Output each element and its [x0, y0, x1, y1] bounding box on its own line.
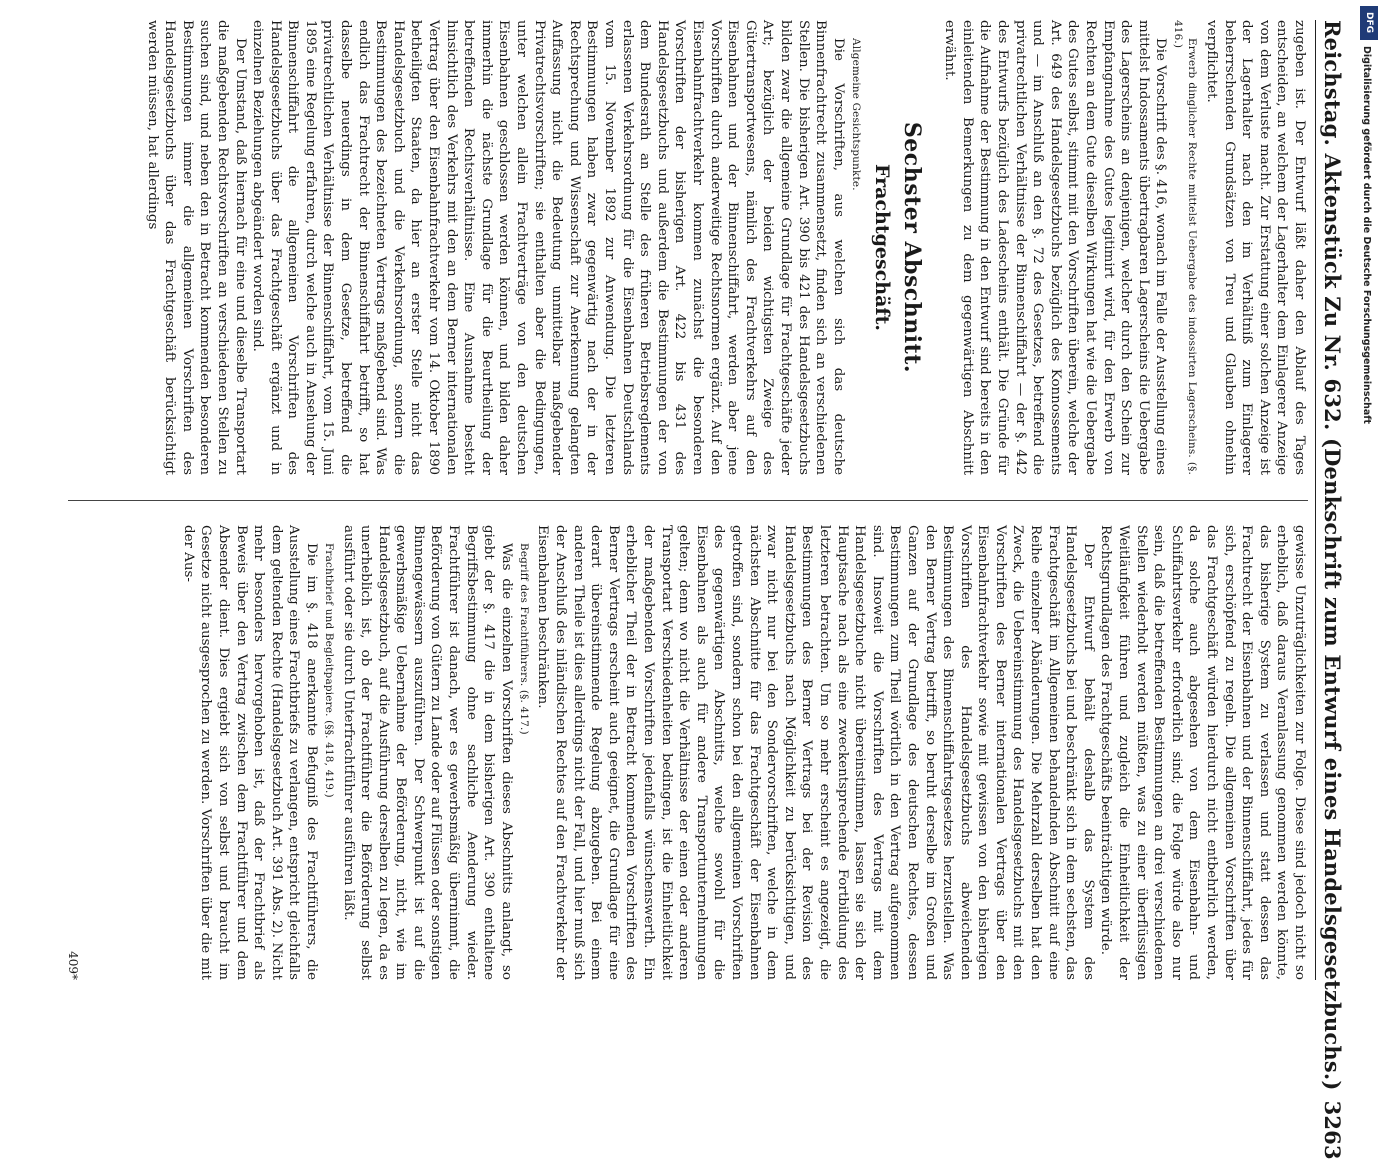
- page-number: 3263: [1320, 1100, 1345, 1160]
- section-subtitle: Frachtgeschäft.: [870, 164, 893, 331]
- left-paragraph-4: Der Umstand, daß hiernach für eine und dieselbe Transportart die maßgebenden Rechtsvorschriften an verschiedenen Stellen zu suchen sind, und neben den in Betracht kommenden besonderen Bestimmungen immer die allgemeinen Vorschriften des Handelsgesetzbuchs über das Frachtgeschäft berücksichtigt werden müssen, hat allerdings: [144, 20, 248, 475]
- section-title: Sechster Abschnitt.: [898, 121, 925, 374]
- left-margin-note-2: Allgemeine Gesichtspunkte.: [849, 38, 862, 191]
- page-header: [1320, 20, 1360, 1160]
- dfg-logo: DFG: [1360, 6, 1378, 40]
- right-column: [179, 525, 1308, 980]
- right-paragraph-2: Der Entwurf behält deshalb das System des Handelsgesetzbuchs bei und beschränkt sich in dem sechsten, das Frachtgeschäft im Allgemeinen behandelnden Abschnitt auf eine Reihe einzelner Abänderungen. Die Mehrzahl derselben hat den Zweck, die Uebereinstimmung des Handelsgesetzbuchs mit den Vorschriften des Berner internationalen Vertrags über den Eisenbahnfrachtverkehr sowie mit gewissen von den bisherigen Vorschriften des Handelsgesetzbuchs abweichenden Bestimmungen des Binnenschiffahrtsgesetzes herzustellen. Was den Berner Vertrag betrifft, so beruht derselbe im Großen und Ganzen auf der Grundlage des deutschen Rechtes, dessen Bestimmungen zum Theil wörtlich in den Vertrag aufgenommen sind. Insoweit die Vorschriften des Vertrags mit dem Handelsgesetzbuche nicht übereinstimmen, lassen sie sich der Hauptsache nach als eine zweckentsprechende Fortbildung des letzteren betrachten. Um so mehr erscheint es angezeigt, die Bestimmungen des Berner Vertrags bei der Revision des Handelsgesetzbuchs nach Möglichkeit zu berücksichtigen, und zwar nicht nur bei den Sondervorschriften, welche in dem nächsten Abschnitte für das Frachtgeschäft der Eisenbahnen getroffen sind, sondern schon bei den allgemeinen Vorschriften des gegenwärtigen Abschnitts, welche sowohl für die Eisenbahnen als auch für andere Transportunternehmungen gelten; denn wo nicht die Verhältnisse der einen oder anderen Transportart Verschiedenheiten bedingen, ist die Einheitlichkeit der maßgebenden Vorschriften jedenfalls wünschenswerth. Ein erheblicher Theil der in Betracht kommenden Vorschriften des Berner Vertrags erscheint auch geeignet, die Grundlage für eine derart übereinstimmende Regelung abzugeben. Bei einem anderen Theile ist dies allerdings nicht der Fall, und hier muß sich der Anschluß des inländischen Rechtes auf den Frachtverkehr der Eisenbahnen beschränken.: [535, 525, 1096, 980]
- header-rule: [1315, 20, 1316, 980]
- right-paragraph-1: gewisse Unzuträglichkeiten zur Folge. Diese sind jedoch nicht so erheblich, daß daraus Veranlassung genommen werden könnte, das bisherige System zu verlassen und statt dessen das Frachtrecht der Eisenbahnen und der Binnenschiffahrt, jedes für sich, erschöpfend zu regeln. Die allgemeinen Vorschriften über das Frachtgeschäft würden hierdurch nicht entbehrlich werden, da solche auch abgesehen von dem Eisenbahn- und Schiffahrtsverkehr erforderlich sind; die Folge würde also nur sein, daß die betreffenden Bestimmungen an drei verschiedenen Stellen wiederholt werden müßten, was zu einer überflüssigen Weitläufigkeit führen und zugleich die Einheitlichkeit der Rechtsgrundlagen des Frachtgeschäfts beeinträchtigen würde.: [1098, 525, 1307, 980]
- left-paragraph-3: Die Vorschriften, aus welchen sich das deutsche Binnenfrachtrecht zusammensetzt, finden sich an verschiedenen Stellen. Die bisherigen Art. 390 bis 421 des Handelsgesetzbuchs bilden zwar die allgemeine Grundlage für Frachtgeschäfte jeder Art; bezüglich der beiden wichtigsten Zweige des Gütertransportwesens, nämlich des Frachtverkehrs auf den Eisenbahnen und der Binnenschiffahrt, werden aber jene Vorschriften durch anderweitige Rechtsnormen ergänzt. Auf den Eisenbahnfrachtverkehr kommen zunächst die besonderen Vorschriften der bisherigen Art. 422 bis 431 des Handelsgesetzbuchs und außerdem die Bestimmungen der von dem Bundesrath an Stelle des früheren Betriebsreglements erlassenen Verkehrsordnung für die Eisenbahnen Deutschlands vom 15. November 1892 zur Anwendung. Die letzteren Bestimmungen haben zwar gegenwärtig nach der in der Rechtsprechung und Wissenschaft zur Anerkennung gelangten Auffassung nicht die Bedeutung unmittelbar maßgebender Privatrechtsvorschriften; sie enthalten aber die Bedingungen, unter welchen allein Frachtverträge von den deutschen Eisenbahnen geschlossen werden können, und bilden daher immerhin die nächste Grundlage für die Beurtheilung der betreffenden Rechtsverhältnisse. Eine Ausnahme besteht hinsichtlich des Verkehrs mit den an dem Berner internationalen Vertrag über den Eisenbahnfrachtverkehr vom 14. Oktober 1890 betheiligten Staaten, da hier an erster Stelle nicht das Handelsgesetzbuch und die Verkehrsordnung, sondern die Bestimmungen des bezeichneten Vertrags maßgebend sind. Was endlich das Frachtrecht der Binnenschiffahrt betrifft, so hat dasselbe neuerdings in dem Gesetze, betreffend die privatrechtlichen Verhältnisse der Binnenschiffahrt, vom 15. Juni 1895 eine Regelung erfahren, durch welche auch in Ansehung der Binnenschiffahrt die allgemeinen Vorschriften des Handelsgesetzbuchs über das Frachtgeschäft ergänzt und in einzelnen Beziehungen abgeändert worden sind.: [250, 20, 846, 475]
- left-margin-note-1: Erwerb dinglicher Rechte mittelst Uebergabe des indossirten Lagerscheins. (§. 416.): [1172, 20, 1199, 475]
- running-head: Reichstag. Aktenstück Zu Nr. 632. (Denkschrift zum Entwurf eines Handelsgesetzbuchs.): [1320, 20, 1345, 1091]
- document-page: [30, 20, 1360, 1160]
- right-margin-note-1: Begriff des Frachtführers. (§. 417.): [517, 543, 530, 735]
- column-divider: [68, 500, 1308, 501]
- digitization-credit: [1359, 6, 1379, 566]
- right-paragraph-3: Was die einzelnen Vorschriften dieses Abschnitts anlangt, so giebt der §. 417 die in dem bisherigen Art. 390 enthaltene Begriffsbestimmung ohne sachliche Aenderung wieder. Frachtführer ist danach, wer es gewerbsmäßig übernimmt, die Beförderung von Gütern zu Lande oder auf Flüssen oder sonstigen Binnengewässern auszuführen. Der Schwerpunkt ist auf die gewerbsmäßige Uebernahme der Beförderung, nicht, wie im Handelsgesetzbuch, auf die Ausführung derselben zu legen, da es unerheblich ist, ob der Frachtführer die Beförderung selbst ausführt oder sie durch Unterfrachtführer ausführen läßt.: [340, 525, 514, 980]
- left-paragraph-2: Die Vorschrift des §. 416, wonach im Falle der Ausstellung eines mittelst Indossaments übertragbaren Lagerscheins die Uebergabe des Lagerscheins an denjenigen, welcher durch den Schein zur Empfangnahme des Gutes legitimirt wird, für den Erwerb von Rechten an dem Gute dieselben Wirkungen hat wie die Uebergabe des Gutes selbst, stimmt mit den Vorschriften überein, welche der Art. 649 des Handelsgesetzbuchs bezüglich des Konnossements und — im Anschluß an den §. 72 des Gesetzes, betreffend die privatrechtlichen Verhältnisse der Binnenschiffahrt — der §. 442 des Entwurfs bezüglich des Ladescheins enthält. Die Gründe für die Aufnahme der Bestimmung in den Entwurf sind bereits in den einleitenden Bemerkungen zu dem gegenwärtigen Abschnitt erwähnt.: [942, 20, 1169, 475]
- left-column: [143, 20, 1308, 475]
- digitization-credit-text: Digitalisierung gefördert durch die Deutsche Forschungsgemeinschaft: [1361, 46, 1372, 424]
- left-paragraph-1: zugeben ist. Der Entwurf läßt daher den Ablauf des Tages entscheiden, an welchem der Lagerhalter dem Einlagerer Anzeige von dem Verluste macht. Zur Erstattung einer solchen Anzeige ist der Lagerhalter nach den im Verhältniß zum Einlagerer beherrschenden Grundsätzen von Treu und Glauben ohnehin verpflichtet.: [1204, 20, 1307, 475]
- right-paragraph-4: Die im §. 418 anerkannte Befugniß des Frachtführers, die Ausstellung eines Frachtbriefs zu verlangen, entspricht gleichfalls dem geltenden Rechte (Handelsgesetzbuch Art. 391 Abs. 2). Nicht mehr besonders hervorgehoben ist, daß der Frachtbrief als Beweis über den Vertrag zwischen dem Frachtführer und dem Absender dient. Dies ergiebt sich von selbst und braucht im Gesetze nicht ausgesprochen zu werden. Vorschriften über die mit der Aus-: [180, 525, 319, 980]
- sheet-signature: 409*: [66, 951, 80, 980]
- right-margin-note-2: Frachtbrief und Begleitpapiere. (§§. 418, 419.): [322, 543, 335, 798]
